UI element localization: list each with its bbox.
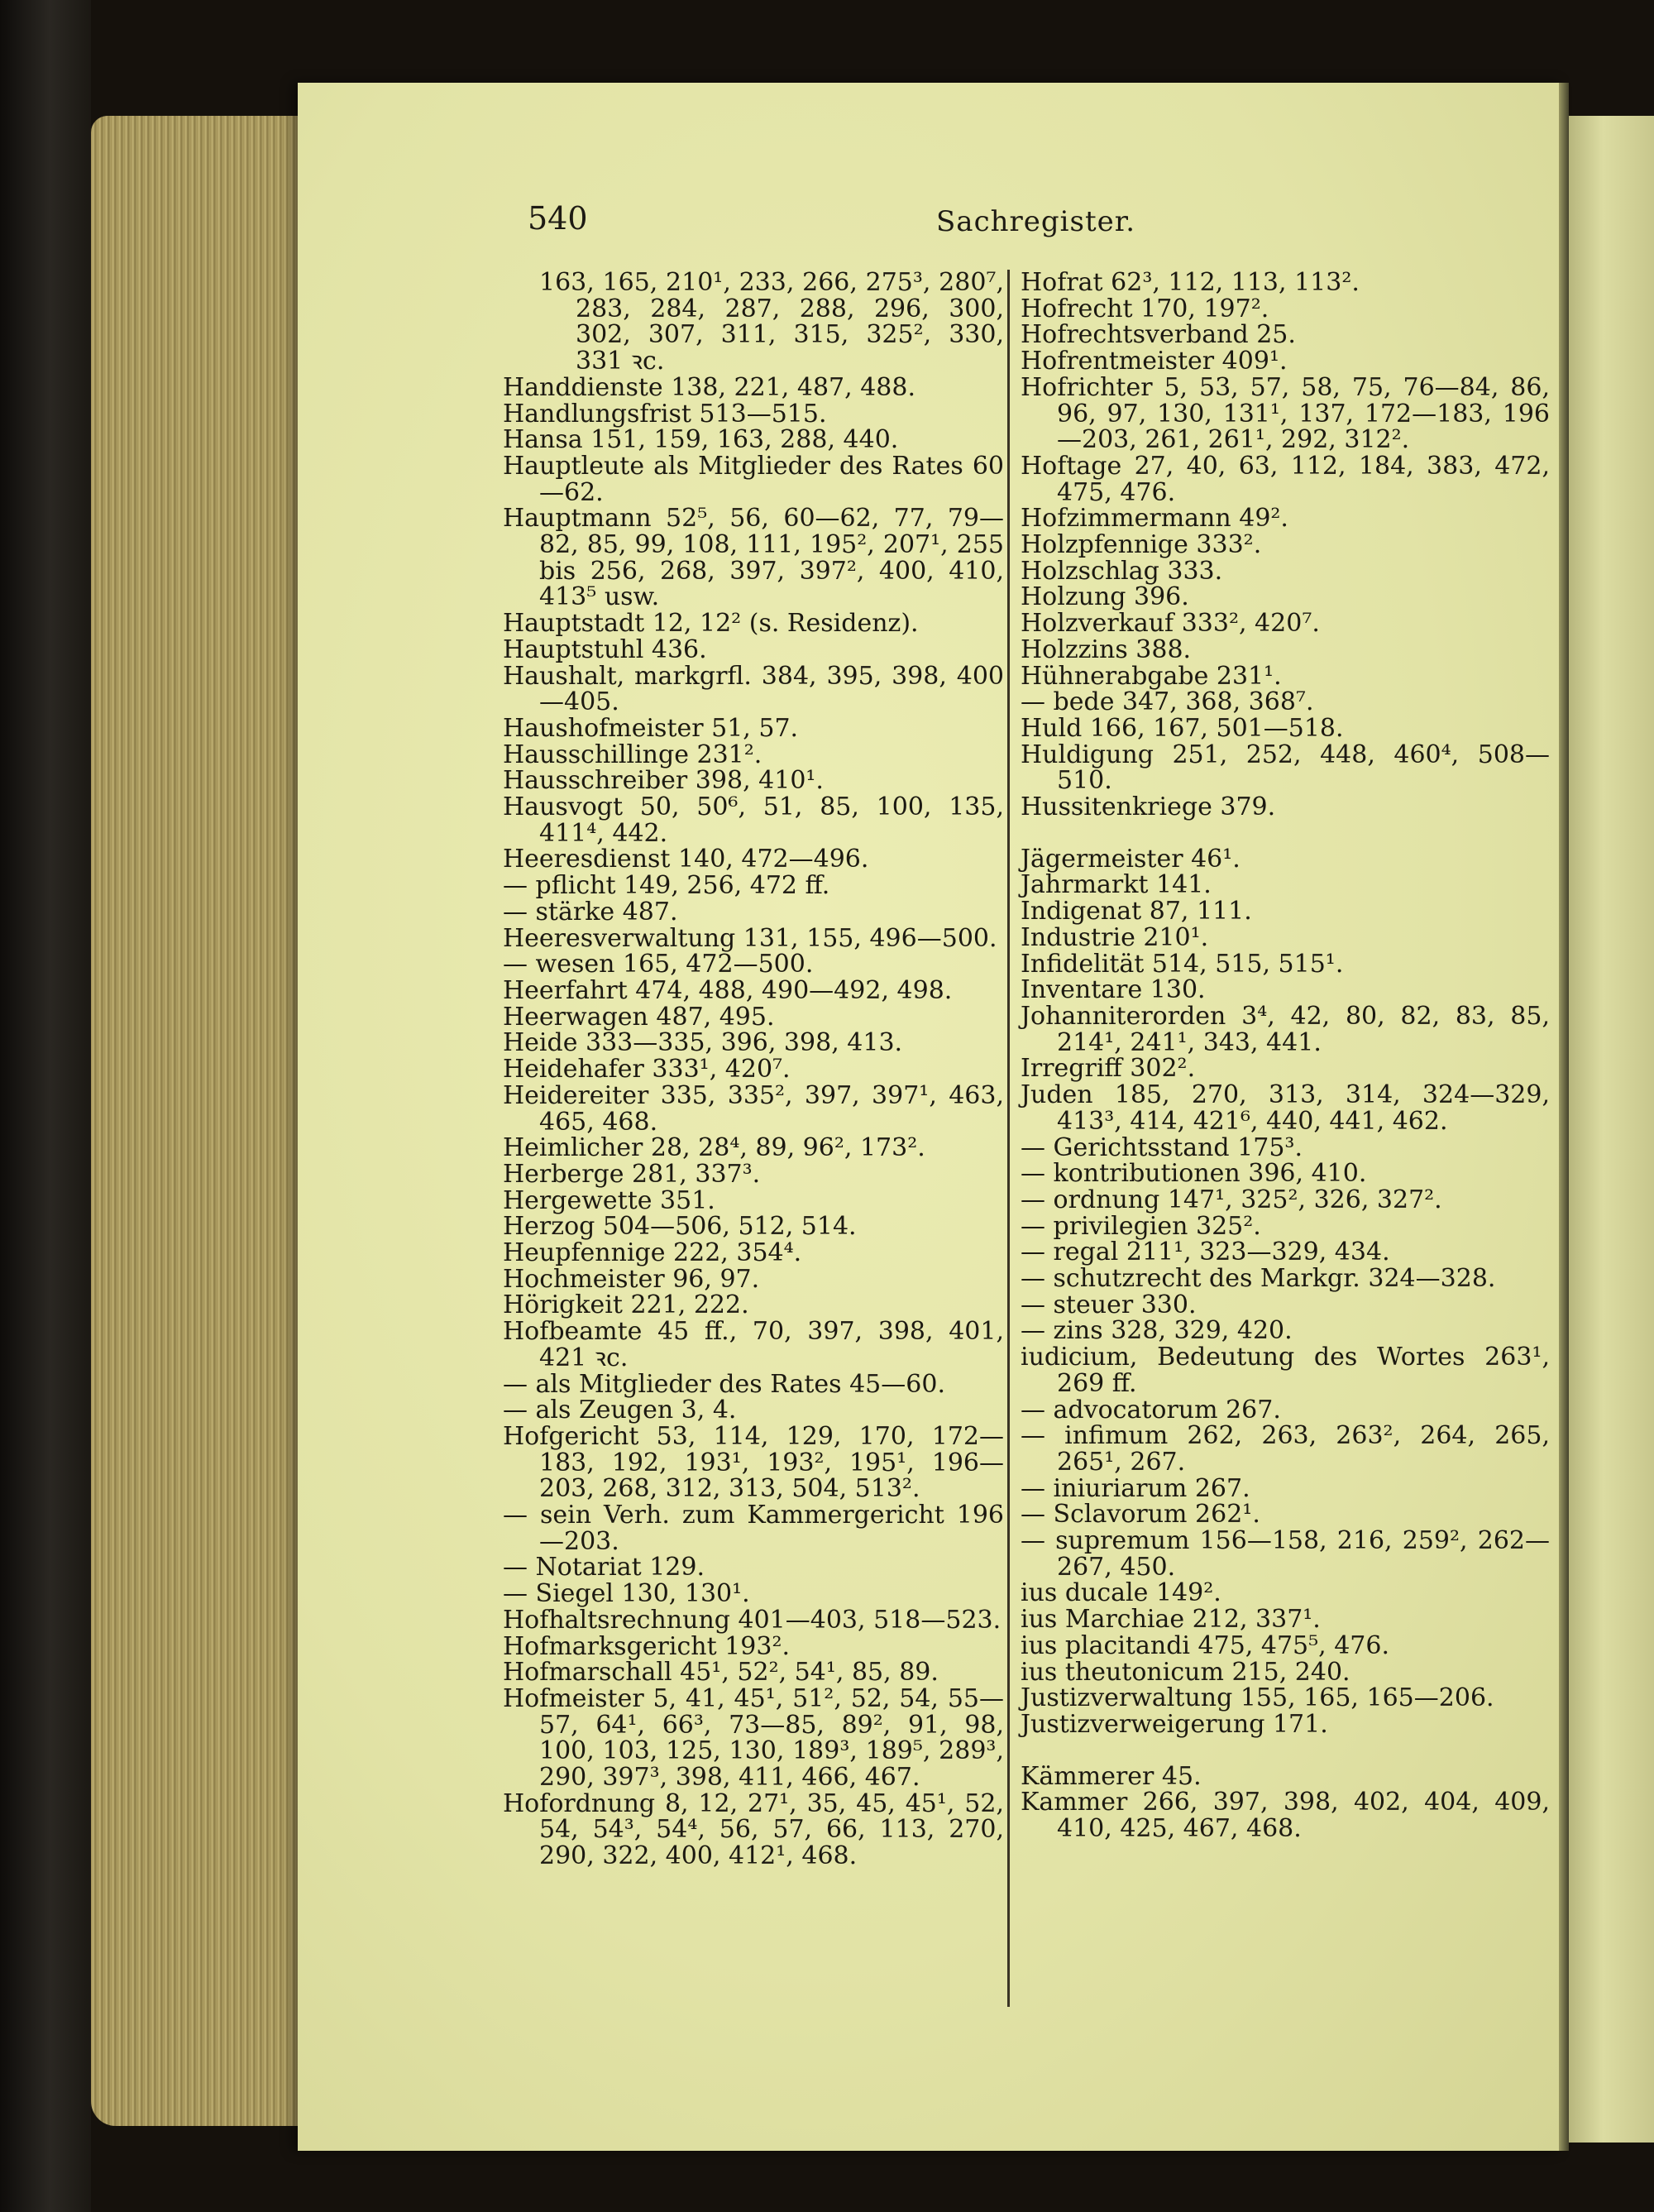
index-entry: Holzung 396. [1021, 582, 1189, 612]
index-entry: 163, 165, 210¹, 233, 266, 275³, 280⁷, 283, 284, 287, 288, 296, 300, 302, 307, 311, 315, 325², 330, 331 ꝛc. [539, 268, 1004, 376]
index-entry: Hansa 151, 159, 163, 288, 440. [503, 425, 899, 455]
index-entry: Jahrmarkt 141. [1021, 870, 1212, 900]
index-entry: Heimlicher 28, 28⁴, 89, 96², 173². [503, 1133, 925, 1163]
index-entry: Infidelität 514, 515, 515¹. [1021, 949, 1344, 979]
index-entry: — iniuriarum 267. [1021, 1473, 1250, 1503]
index-entry: Irregriff 302². [1021, 1054, 1196, 1084]
index-entry: ius Marchiae 212, 337¹. [1021, 1605, 1321, 1635]
index-entry: Holzpfennige 333². [1021, 530, 1262, 560]
index-entry: Hörigkeit 221, 222. [503, 1290, 749, 1320]
index-entry: — kontributionen 396, 410. [1021, 1159, 1367, 1189]
index-entry: Herberge 281, 337³. [503, 1159, 761, 1189]
index-entry: — Notariat 129. [503, 1553, 705, 1582]
index-entry: Juden 185, 270, 313, 314, 324—329, 413³, 414, 421⁶, 440, 441, 462. [1021, 1080, 1550, 1136]
index-entry: Hofmarksgericht 193². [503, 1631, 791, 1661]
index-entry: Inventare 130. [1021, 975, 1206, 1005]
index-entry: — stärke 487. [503, 897, 678, 926]
index-entry: — bede 347, 368, 368⁷. [1021, 687, 1314, 717]
index-entry: Heerwagen 487, 495. [503, 1002, 775, 1032]
index-entry: Hofrichter 5, 53, 57, 58, 75, 76—84, 86, 96, 97, 130, 131¹, 137, 172—183, 196—203, 261, 261¹, 292, 312². [1021, 372, 1550, 455]
index-entry: Heidehafer 333¹, 420⁷. [503, 1055, 791, 1084]
facing-page-edge [1569, 116, 1654, 2143]
index-entry: Industrie 210¹. [1021, 922, 1209, 952]
index-entry: ius theutonicum 215, 240. [1021, 1657, 1350, 1687]
index-entry: Holzverkauf 333², 420⁷. [1021, 609, 1320, 639]
book-cover-edge [0, 0, 91, 2212]
index-entry: — als Mitglieder des Rates 45—60. [503, 1369, 945, 1399]
index-entry: Hausvogt 50, 50⁶, 51, 85, 100, 135, 411⁴, 442. [503, 792, 1004, 848]
page-number: 540 [528, 200, 588, 237]
index-entry: ius ducale 149². [1021, 1578, 1221, 1608]
index-entry: Hausschillinge 231². [503, 740, 762, 769]
index-entry: iudicium, Bedeutung des Wortes 263¹, 269 ff. [1021, 1343, 1550, 1398]
index-entry: Handdienste 138, 221, 487, 488. [503, 372, 915, 402]
index-entry: Handlungsfrist 513—515. [503, 399, 827, 429]
index-entry: Haushofmeister 51, 57. [503, 713, 799, 743]
index-entry: Hofmeister 5, 41, 45¹, 51², 52, 54, 55—57, 64¹, 66³, 73—85, 89², 91, 98, 100, 103, 125, 130, 189³, 189⁵, 289³, 290, 397³, 398, 411, 466, 467. [503, 1683, 1004, 1793]
index-entry: — Gerichtsstand 175³. [1021, 1132, 1303, 1162]
index-entry: Kämmerer 45. [1021, 1761, 1202, 1791]
index-entry: Hauptmann 52⁵, 56, 60—62, 77, 79—82, 85, 99, 108, 111, 195², 207¹, 255 bis 256, 268, 397, 397², 400, 410, 413⁵ usw. [503, 504, 1004, 612]
running-head: Sachregister. [936, 205, 1136, 238]
index-entry: Holzzins 388. [1021, 634, 1192, 664]
index-entry: — steuer 330. [1021, 1290, 1197, 1319]
index-entry: Hofordnung 8, 12, 27¹, 35, 45, 45¹, 52, 54, 54³, 54⁴, 56, 57, 66, 113, 270, 290, 322, 400, 412¹, 468. [503, 1788, 1004, 1871]
index-entry: Hofrechtsverband 25. [1021, 320, 1296, 350]
index-entry: Justizverwaltung 155, 165, 165—206. [1021, 1683, 1494, 1713]
book-gutter [1559, 83, 1569, 2151]
index-entry: Heidereiter 335, 335², 397, 397¹, 463, 465, 468. [503, 1080, 1004, 1137]
index-entry: Hauptstuhl 436. [503, 634, 707, 664]
index-entry: Huldigung 251, 252, 448, 460⁴, 508—510. [1021, 740, 1550, 796]
index-column-right [1021, 270, 1550, 1842]
index-entry: Hofrecht 170, 197². [1021, 294, 1269, 323]
index-entry: — zins 328, 329, 420. [1021, 1316, 1293, 1346]
index-entry: Hofzimmermann 49². [1021, 504, 1288, 534]
index-entry: — Sclavorum 262¹. [1021, 1500, 1260, 1530]
index-entry: Hoftage 27, 40, 63, 112, 184, 383, 472, 475, 476. [1021, 451, 1550, 507]
index-entry: Hofrentmeister 409¹. [1021, 347, 1288, 376]
index-entry: ius placitandi 475, 475⁵, 476. [1021, 1630, 1390, 1660]
index-entry: Hussitenkriege 379. [1021, 792, 1276, 822]
index-entry: — regal 211¹, 323—329, 434. [1021, 1238, 1390, 1267]
index-entry: Hofmarschall 45¹, 52², 54¹, 85, 89. [503, 1658, 939, 1688]
index-entry: Hofhaltsrechnung 401—403, 518—523. [503, 1605, 1001, 1635]
index-entry: — Siegel 130, 130¹. [503, 1579, 750, 1609]
index-entry: Hochmeister 96, 97. [503, 1264, 760, 1294]
index-entry: Hergewette 351. [503, 1185, 715, 1215]
index-entry: Hauptleute als Mitglieder des Rates 60—62. [503, 451, 1004, 507]
index-entry: — ordnung 147¹, 325², 326, 327². [1021, 1185, 1442, 1214]
index-entry: Heerfahrt 474, 488, 490—492, 498. [503, 975, 953, 1005]
index-entry: Hofrat 62³, 112, 113, 113². [1021, 268, 1360, 297]
index-entry: Heeresdienst 140, 472—496. [503, 845, 869, 874]
index-entry: — infimum 262, 263, 263², 264, 265, 265¹, 267. [1021, 1421, 1550, 1477]
index-entry: Kammer 266, 397, 398, 402, 404, 409, 410, 425, 467, 468. [1021, 1788, 1550, 1844]
index-entry: Hauptstadt 12, 12² (s. Residenz). [503, 609, 919, 639]
index-entry: — supremum 156—158, 216, 259², 262—267, 450. [1021, 1526, 1550, 1582]
index-entry: Huld 166, 167, 501—518. [1021, 713, 1344, 743]
index-entry: Johanniterorden 3⁴, 42, 80, 82, 83, 85, 214¹, 241¹, 343, 441. [1021, 1001, 1550, 1057]
index-entry: Herzog 504—506, 512, 514. [503, 1212, 857, 1242]
index-entry: Hausschreiber 398, 410¹. [503, 766, 824, 796]
index-entry: Hofbeamte 45 ff., 70, 397, 398, 401, 421 ꝛc. [503, 1317, 1004, 1372]
index-entry: — advocatorum 267. [1021, 1395, 1281, 1424]
index-entry: Justizverweigerung 171. [1021, 1709, 1328, 1739]
index-entry: Holzschlag 333. [1021, 556, 1223, 586]
index-entry: Hühnerabgabe 231¹. [1021, 661, 1282, 691]
page-edges [91, 116, 302, 2126]
index-entry: — privilegien 325². [1021, 1211, 1261, 1241]
index-entry: — pflicht 149, 256, 472 ff. [503, 871, 830, 901]
book-page [298, 83, 1563, 2151]
index-entry: Haushalt, markgrfl. 384, 395, 398, 400—405. [503, 661, 1004, 717]
index-entry: Jägermeister 46¹. [1021, 844, 1240, 874]
index-entry: Indigenat 87, 111. [1021, 897, 1252, 926]
index-entry: — schutzrecht des Markgr. 324—328. [1021, 1264, 1496, 1294]
index-entry: Heupfennige 222, 354⁴. [503, 1238, 802, 1268]
index-entry: Hofgericht 53, 114, 129, 170, 172—183, 192, 193¹, 193², 195¹, 196—203, 268, 312, 313, 504, 513². [503, 1421, 1004, 1504]
index-entry: — sein Verh. zum Kammergericht 196—203. [503, 1501, 1004, 1556]
index-entry: Heide 333—335, 396, 398, 413. [503, 1028, 903, 1058]
index-entry: Heeresverwaltung 131, 155, 496—500. [503, 923, 997, 953]
index-entry: — als Zeugen 3, 4. [503, 1396, 737, 1425]
index-column-left [503, 270, 1004, 1870]
index-entry: — wesen 165, 472—500. [503, 950, 814, 979]
column-divider [1007, 270, 1010, 2007]
